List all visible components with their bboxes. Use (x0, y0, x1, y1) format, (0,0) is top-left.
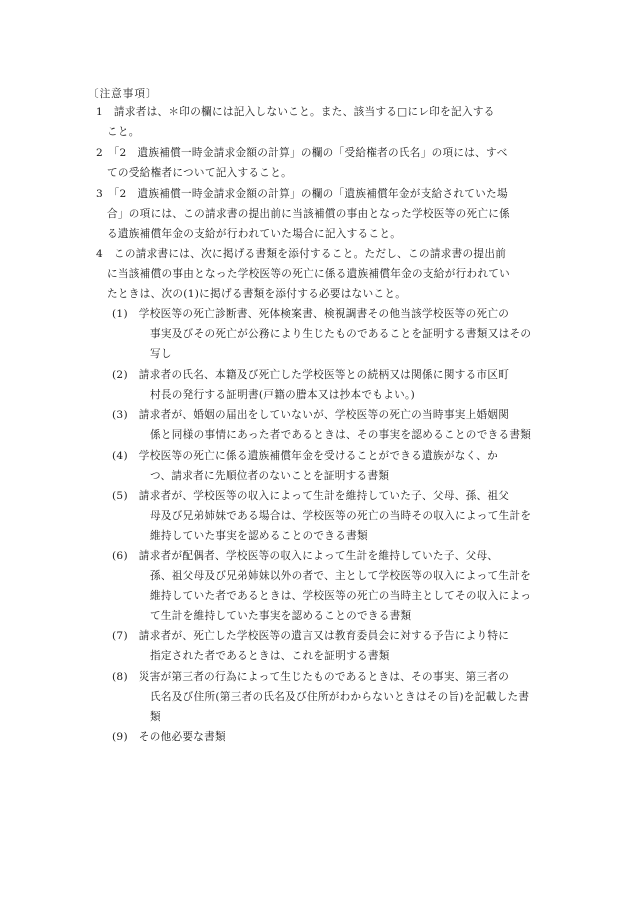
note-line: て生計を維持していた事実を認めることのできる書類 (150, 610, 412, 622)
note-line: 維持していた事実を認めることのできる書類 (150, 530, 368, 542)
note-line: 合」の項には、この請求書の提出前に当該補償の事由となった学校医等の死亡に係 (107, 208, 511, 220)
note-line: 指定された者であるときは、これを証明する書類 (150, 650, 390, 662)
note-line: (8) 災害が第三者の行為によって生じたものであるときは、その事実、第三者の (112, 671, 510, 683)
note-line: 維持していた者であるときは、学校医等の死亡の当時主としてその収入によっ (150, 590, 532, 602)
note-line: たときは、次の(1)に掲げる書類を添付する必要はないこと。 (107, 288, 407, 300)
note-line: 1 請求者は、＊印の欄には記入しないこと。また、該当する□にレ印を記入する (96, 106, 495, 118)
note-line: (5) 請求者が、学校医等の収入によって生計を維持していた子、父母、孫、祖父 (112, 490, 510, 502)
note-line: (6) 請求者が配偶者、学校医等の収入によって生計を維持していた子、父母、 (112, 550, 499, 562)
note-line: 氏名及び住所(第三者の氏名及び住所がわからないときはその旨)を記載した書 (150, 691, 530, 703)
note-line: 4 この請求書には、次に掲げる書類を添付すること。ただし、この請求書の提出前 (96, 248, 507, 260)
note-line: 母及び兄弟姉妹である場合は、学校医等の死亡の当時その収入によって生計を (150, 510, 532, 522)
note-line: (4) 学校医等の死亡に係る遺族補償年金を受けることができる遺族がなく、か (112, 450, 499, 462)
note-line: ての受給権者について記入すること。 (107, 167, 292, 179)
notes-heading: 〔注意事項〕 (88, 88, 158, 100)
note-line: 写し (150, 348, 172, 360)
note-line: (9) その他必要な書類 (112, 731, 226, 743)
note-line: 村長の発行する証明書(戸籍の謄本又は抄本でもよい。) (150, 389, 416, 401)
note-line: に当該補償の事由となった学校医等の死亡に係る遺族補償年金の支給が行われてい (107, 268, 511, 280)
note-line: こと。 (107, 126, 140, 138)
note-line: (7) 請求者が、死亡した学校医等の遺言又は教育委員会に対する予告により特に (112, 630, 510, 642)
note-line: (3) 請求者が、婚姻の届出をしていないが、学校医等の死亡の当時事実上婚姻関 (112, 409, 510, 421)
note-line: (1) 学校医等の死亡診断書、死体検案書、検視調書その他当該学校医等の死亡の (112, 308, 510, 320)
note-line: 係と同様の事情にあった者であるときは、その事実を認めることのできる書類 (150, 429, 532, 441)
note-line: 類 (150, 711, 161, 723)
note-line: 孫、祖父母及び兄弟姉妹以外の者で、主として学校医等の収入によって生計を (150, 570, 532, 582)
note-line: (2) 請求者の氏名、本籍及び死亡した学校医等との続柄又は関係に関する市区町 (112, 369, 510, 381)
note-line: つ、請求者に先順位者のないことを証明する書類 (150, 470, 390, 482)
note-line: る遺族補償年金の支給が行われていた場合に記入すること。 (107, 228, 402, 240)
note-line: 3 「2 遺族補償一時金請求金額の計算」の欄の「遺族補償年金が支給されていた場 (96, 188, 508, 200)
note-line: 事実及びその死亡が公務により生じたものであることを証明する書類又はその (150, 328, 532, 340)
note-line: 2 「2 遺族補償一時金請求金額の計算」の欄の「受給権者の氏名」の項には、すべ (96, 147, 508, 159)
